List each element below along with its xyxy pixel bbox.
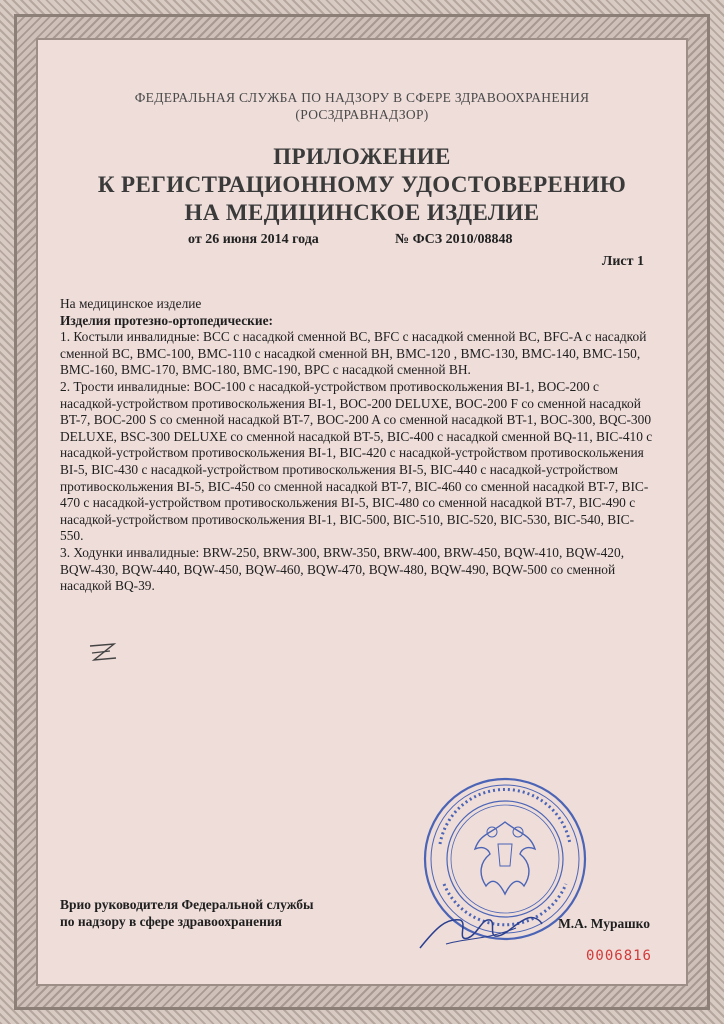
- signer-name: М.А. Мурашко: [558, 916, 650, 931]
- registration-number: № ФСЗ 2010/08848: [395, 232, 513, 247]
- agency-name: ФЕДЕРАЛЬНАЯ СЛУЖБА ПО НАДЗОРУ В СФЕРЕ ЗДРАВООХРАНЕНИЯ: [134, 90, 590, 105]
- body-item-crutches: 1. Костыли инвалидные: BCC с насадкой сменной BC, BFC с насадкой сменной BC, BFC-A с насадкой сменной BC, BMC-100, BMC-110 с насадкой сменной BH, BMC-120 , BMC-130, BMC-140, BMC-150, BMC-160, BMC-170, BMC-180, BMC-190, BPC с насадкой сменной BH.: [60, 329, 647, 378]
- serial-number: 0006816: [585, 948, 652, 964]
- handwritten-mark-icon: [84, 638, 124, 668]
- body-category: Изделия протезно-ортопедические:: [60, 312, 274, 328]
- signer-position: [60, 896, 314, 930]
- title-line-1: ПРИЛОЖЕНИЕ: [273, 144, 451, 169]
- body-intro: На медицинское изделие: [60, 296, 202, 311]
- signer-position-line-1: Врио руководителя Федеральной службы: [60, 897, 314, 912]
- sheet-number: Лист 1: [601, 254, 644, 269]
- title-line-2: К РЕГИСТРАЦИОННОМУ УДОСТОВЕРЕНИЮ: [97, 172, 627, 197]
- issue-date: от 26 июня 2014 года: [188, 232, 319, 247]
- body-item-walkers: 3. Ходунки инвалидные: BRW-250, BRW-300, BRW-350, BRW-400, BRW-450, BQW-410, BQW-420, BQW-430, BQW-440, BQW-450, BQW-460, BQW-470, BQW-480, BQW-490, BQW-500 со сменной насадкой BQ-39.: [60, 544, 625, 594]
- document-sheet: [36, 38, 688, 986]
- body-text: [60, 296, 656, 595]
- agency-short-name: (РОСЗДРАВНАДЗОР): [295, 107, 429, 122]
- title-line-3: НА МЕДИЦИНСКОЕ ИЗДЕЛИЕ: [184, 200, 540, 225]
- handwritten-signature-icon: [416, 898, 546, 958]
- body-item-canes: 2. Трости инвалидные: BOC-100 с насадкой-устройством противоскольжения BI-1, BOC-200 с насадкой-устройством противоскольжения BI-1, BOC-200 DELUXE, BOC-200 F со сменной насадкой BT-7, BOC-200 S со сменной насадкой BT-7, BOC-200 A со сменной насадкой BT-1, BOC-300, BQC-300 DELUXE, BSC-300 DELUXE со сменной насадкой BT-5, BIC-400 с насадкой сменной BQ-11, BIC-410 с насадкой-устройством противоскольжения BI-1, BIC-420 с насадкой-устройством противоскольжения BI-5, BIC-430 с насадкой-устройством противоскольжения BI-5, BIC-440 с насадкой-устройством противоскольжения BI-5, BIC-450 со сменной насадкой BT-7, BIC-460 со сменной насадкой BT-7, BIC-470 с насадкой-устройством противоскольжения BI-5, BIC-480 со сменной насадкой BT-7, BIC-490 с насадкой-устройством противоскольжения BI-1, BIC-500, BIC-510, BIC-520, BIC-530, BIC-540, BIC-550.: [60, 378, 653, 544]
- signer-position-line-2: по надзору в сфере здравоохранения: [60, 914, 282, 929]
